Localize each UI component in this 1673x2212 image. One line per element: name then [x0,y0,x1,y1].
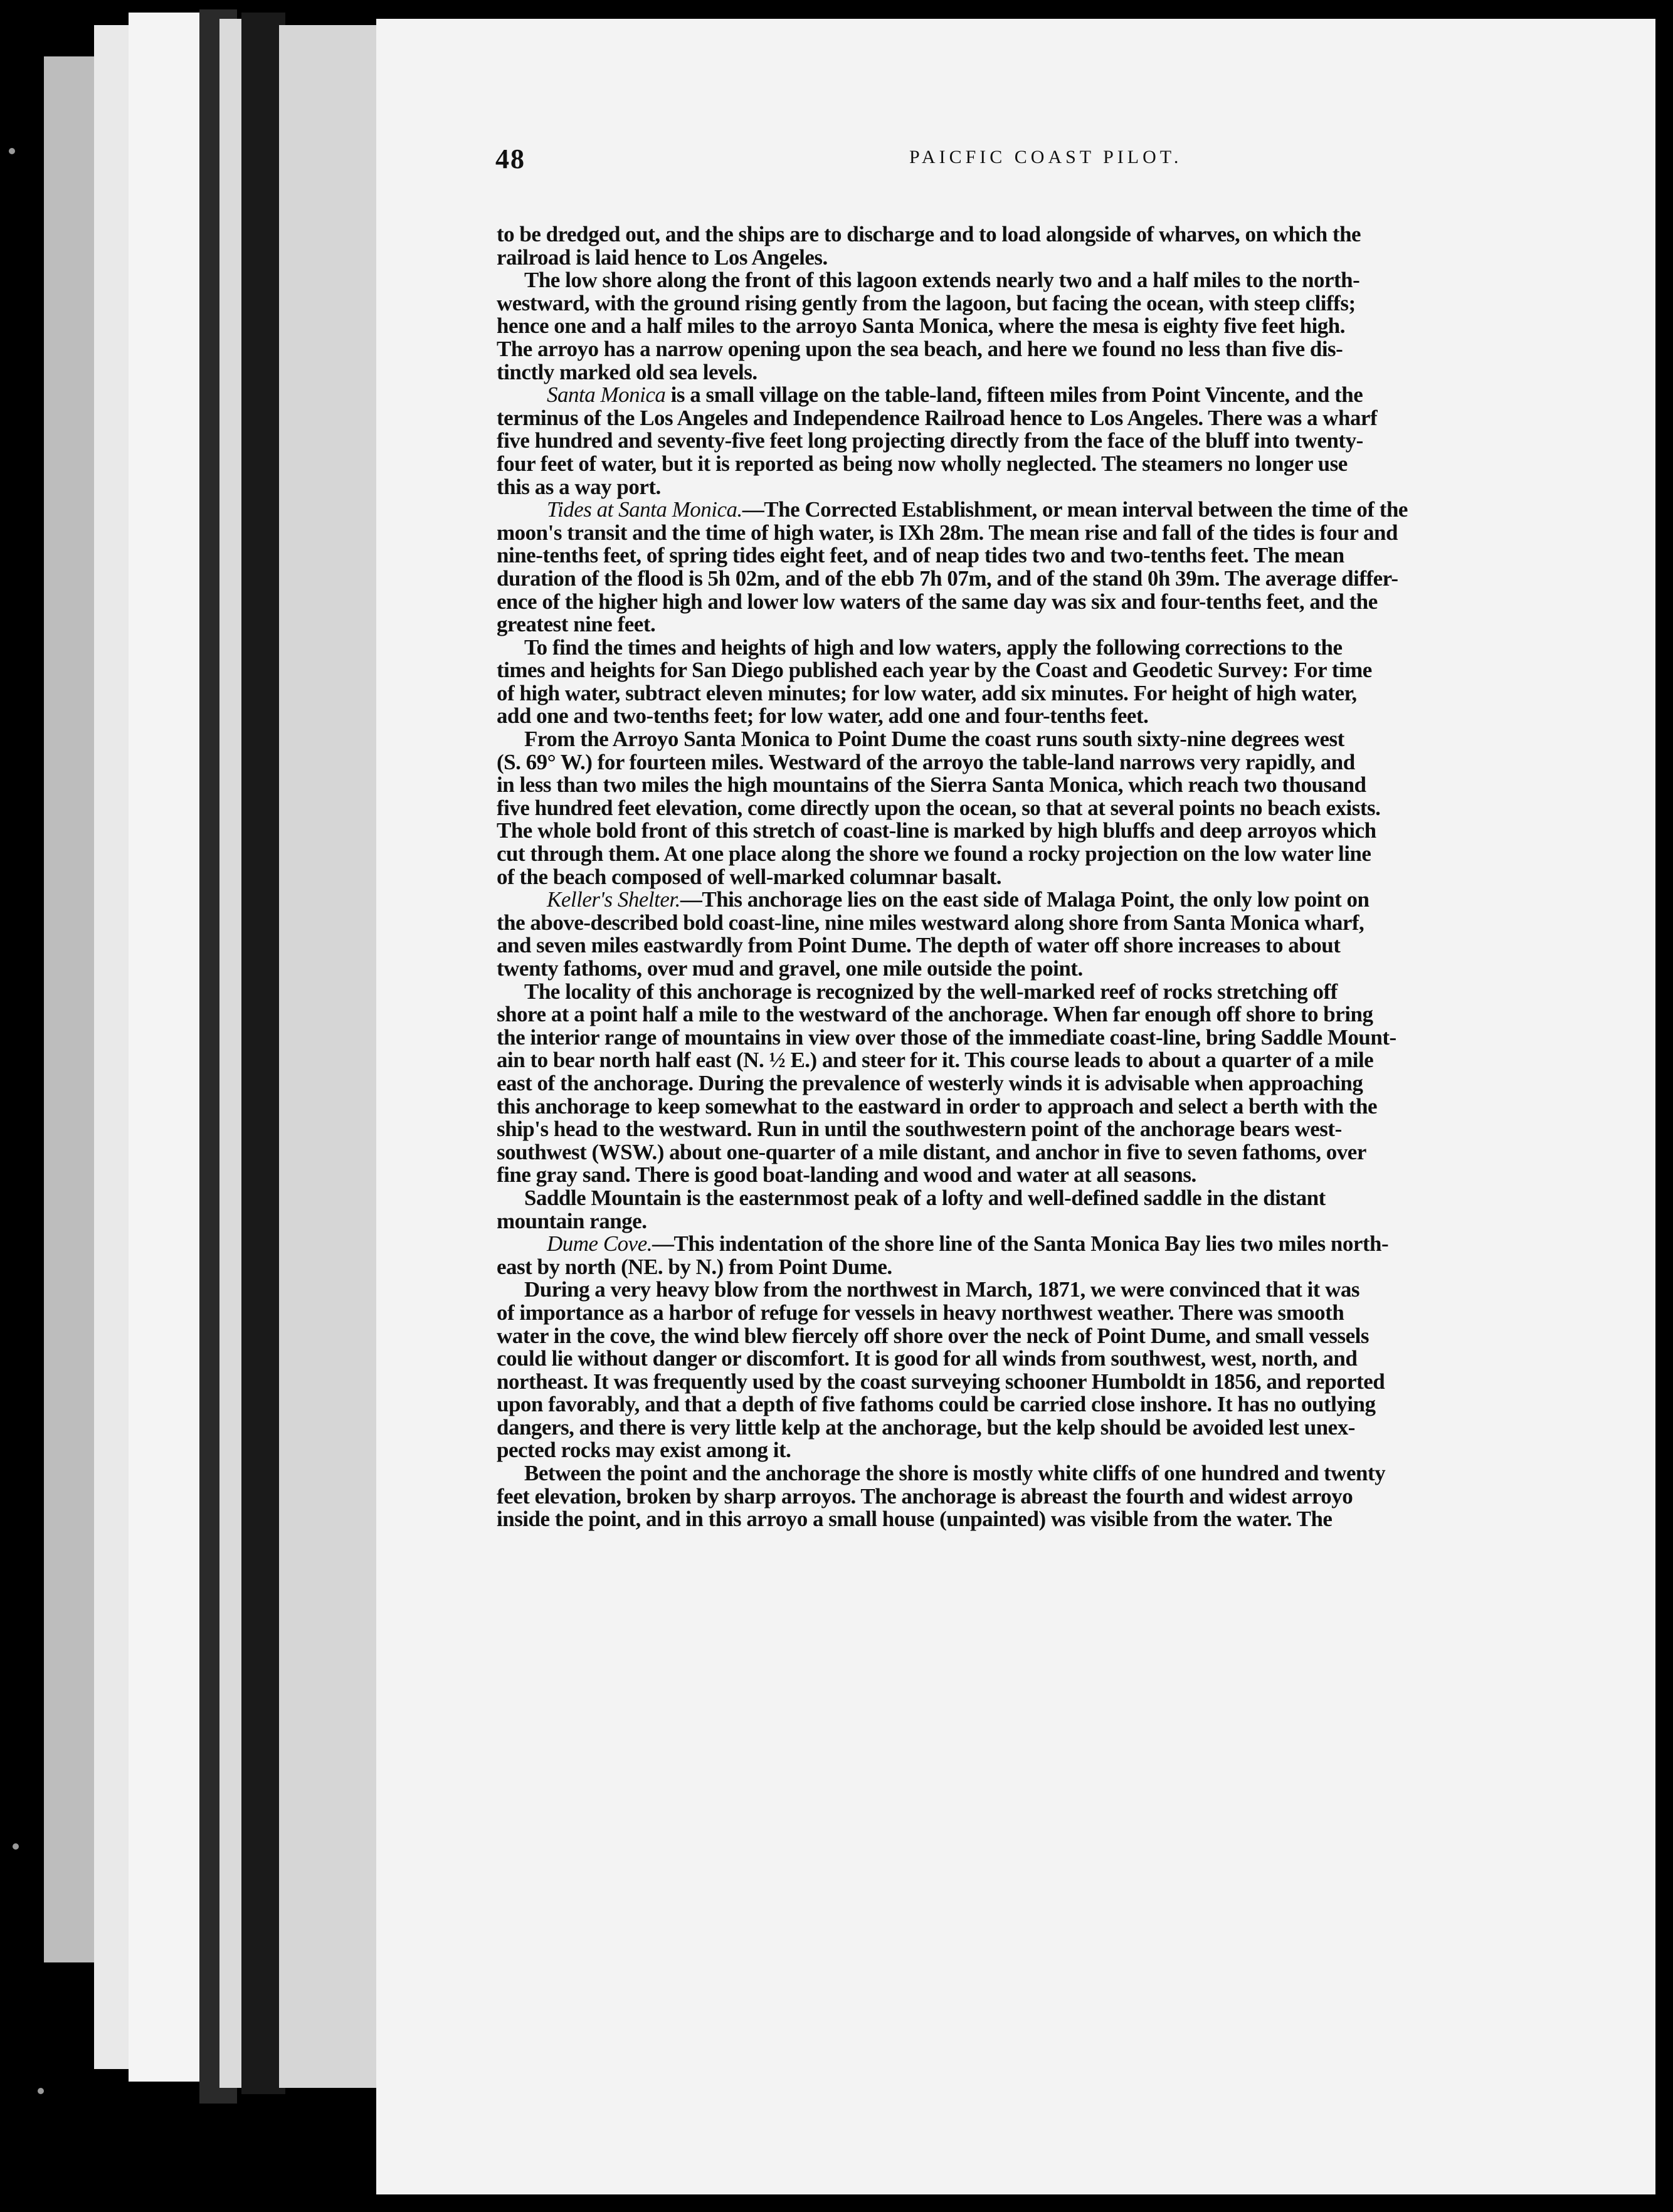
line-text: The locality of this anchorage is recognized by the well-marked reef of rocks stretching off [524,979,1338,1004]
line-text: to be dredged out, and the ships are to discharge and to load alongside of wharves, on which the [497,222,1361,246]
line-text: and seven miles eastwardly from Point Dume. The depth of water off shore increases to about [497,933,1341,958]
line-text: dangers, and there is very little kelp at the anchorage, but the kelp should be avoided lest unex- [497,1414,1355,1440]
text-line [497,912,1644,935]
text-line [497,1302,1644,1325]
line-text: duration of the flood is 5h 02m, and of the ebb 7h 07m, and of the stand 0h 39m. The average differ- [497,566,1398,591]
line-text: could lie without danger or discomfort. It is good for all winds from southwest, west, north, and [497,1346,1358,1371]
text-line [497,429,1644,453]
line-text: ence of the higher high and lower low waters of the same day was six and four-tenths feet, and the [497,589,1378,614]
line-text: The arroyo has a narrow opening upon the sea beach, and here we found no less than five dis- [497,336,1343,361]
text-line [497,1118,1644,1141]
paragraph-heading: Santa Monica [547,382,666,408]
line-text: hence one and a half miles to the arroyo Santa Monica, where the mesa is eighty five feet high. [497,313,1346,339]
text-line [497,613,1644,636]
text-line [497,223,1644,246]
dust-speck [38,2088,44,2094]
text-line [497,1371,1644,1394]
text-line [497,1049,1644,1072]
text-line [497,246,1644,270]
line-text: this as a way port. [497,474,661,499]
text-line [497,797,1644,820]
text-line [497,1095,1644,1119]
line-text: of importance as a harbor of refuge for vessels in heavy northwest weather. There was smooth [497,1300,1344,1325]
text-line [497,476,1644,499]
body-text [497,223,1644,1531]
line-text: westward, with the ground rising gently from the lagoon, but facing the ocean, with steep cliffs; [497,290,1356,315]
text-line [497,1462,1644,1485]
text-line [497,957,1644,981]
text-line [497,1256,1644,1279]
line-text: is a small village on the table-land, fifteen miles from Point Vincente, and the [665,382,1363,408]
line-text: Between the point and the anchorage the shore is mostly white cliffs of one hundred and twenty [524,1461,1386,1486]
text-line [497,544,1644,567]
text-line [497,728,1644,751]
text-line [497,1347,1644,1371]
line-text: Saddle Mountain is the easternmost peak of a lofty and well-defined saddle in the distant [524,1185,1326,1210]
line-text: During a very heavy blow from the northwest in March, 1871, we were convinced that it was [524,1277,1360,1302]
text-line [497,1164,1644,1187]
dust-speck [13,1843,19,1850]
line-text: The whole bold front of this stretch of coast-line is marked by high bluffs and deep arroyos which [497,818,1376,843]
line-text: To find the times and heights of high and low waters, apply the following corrections to the [524,635,1343,660]
line-text: —This anchorage lies on the east side of Malaga Point, the only low point on [680,887,1370,912]
line-text: feet elevation, broken by sharp arroyos. The anchorage is abreast the fourth and widest arroyo [497,1483,1353,1509]
text-line [497,819,1644,843]
line-text: the above-described bold coast-line, nine miles westward along shore from Santa Monica wharf, [497,910,1364,935]
text-line [497,682,1644,705]
line-text: nine-tenths feet, of spring tides eight feet, and of neap tides two and two-tenths feet. The mean [497,543,1344,568]
line-text: —The Corrected Establishment, or mean interval between the time of the [742,497,1408,522]
text-line [497,1003,1644,1026]
page-header [495,143,1530,187]
line-text: east of the anchorage. During the prevalence of westerly winds it is advisable when approaching [497,1070,1363,1095]
paragraph-heading: Dume Cove. [547,1231,653,1256]
text-line [497,1278,1644,1302]
line-text: shore at a point half a mile to the westward of the anchorage. When far enough off shore to bring [497,1002,1373,1027]
text-line [497,1439,1644,1462]
line-text: upon favorably, and that a depth of five fathoms could be carried close inshore. It has no outlying [497,1392,1376,1417]
text-line [497,315,1644,338]
text-line [497,705,1644,728]
line-text: of the beach composed of well-marked columnar basalt. [497,864,1002,889]
text-line [497,1026,1644,1050]
line-text: twenty fathoms, over mud and gravel, one mile outside the point. [497,956,1083,981]
text-line [497,981,1644,1004]
dust-speck [9,148,15,154]
text-line [497,934,1644,957]
text-line [497,453,1644,476]
text-line [497,1210,1644,1233]
line-text: (S. 69° W.) for fourteen miles. Westward of the arroyo the table-land narrows very rapidly, and [497,749,1355,774]
text-line [497,361,1644,384]
line-text: of high water, subtract eleven minutes; for low water, add six minutes. For height of high water, [497,680,1357,705]
line-text: five hundred feet elevation, come directly upon the ocean, so that at several points no beach exists. [497,795,1381,820]
text-line [497,774,1644,797]
line-text: five hundred and seventy-five feet long projecting directly from the face of the bluff into twenty- [497,428,1363,453]
paragraph-heading: Keller's Shelter. [547,887,680,912]
line-text: pected rocks may exist among it. [497,1438,791,1463]
line-text: add one and two-tenths feet; for low water, add one and four-tenths feet. [497,703,1149,729]
text-line [497,522,1644,545]
book-edge-strip [279,25,379,2088]
text-line [497,1508,1644,1531]
text-line [497,888,1644,912]
text-line [497,1393,1644,1416]
line-text: greatest nine feet. [497,612,656,637]
text-line [497,292,1644,315]
text-line [497,498,1644,522]
line-text: ain to bear north half east (N. ½ E.) and steer for it. This course leads to about a quarter of a mile [497,1048,1374,1073]
line-text: ship's head to the westward. Run in until the southwestern point of the anchorage bears west- [497,1117,1342,1142]
line-text: terminus of the Los Angeles and Independence Railroad hence to Los Angeles. There was a wharf [497,405,1378,430]
line-text: cut through them. At one place along the shore we found a rocky projection on the low water line [497,841,1371,866]
line-text: in less than two miles the high mountains of the Sierra Santa Monica, which reach two thousand [497,772,1366,798]
line-text: The low shore along the front of this lagoon extends nearly two and a half miles to the north- [524,268,1360,293]
line-text: water in the cove, the wind blew fiercely off shore over the neck of Point Dume, and small vessels [497,1323,1370,1348]
text-line [497,269,1644,292]
line-text: fine gray sand. There is good boat-landing and wood and water at all seasons. [497,1162,1196,1188]
running-title: PAICFIC COAST PILOT. [909,147,1183,167]
line-text: inside the point, and in this arroyo a small house (unpainted) was visible from the water. The [497,1507,1333,1532]
text-line [497,866,1644,889]
line-text: —This indentation of the shore line of the Santa Monica Bay lies two miles north- [652,1231,1389,1256]
text-line [497,1187,1644,1210]
text-line [497,1485,1644,1509]
line-text: times and heights for San Diego published each year by the Coast and Geodetic Survey: For time [497,658,1372,683]
line-text: four feet of water, but it is reported as being now wholly neglected. The steamers no longer use [497,451,1348,476]
line-text: mountain range. [497,1208,647,1233]
text-line [497,659,1644,682]
line-text: railroad is laid hence to Los Angeles. [497,245,828,270]
line-text: this anchorage to keep somewhat to the eastward in order to approach and select a berth with the [497,1093,1378,1119]
text-line [497,338,1644,361]
text-line [497,407,1644,430]
text-line [497,591,1644,614]
text-line [497,751,1644,774]
text-line [497,1141,1644,1164]
text-line [497,636,1644,660]
book-edge-strip [129,13,210,2082]
text-line [497,567,1644,591]
text-line [497,384,1644,407]
page-number: 48 [495,144,525,174]
text-line [497,1325,1644,1348]
line-text: the interior range of mountains in view over those of the immediate coast-line, bring Saddle Mount- [497,1024,1396,1050]
line-text: southwest (WSW.) about one-quarter of a mile distant, and anchor in five to seven fathoms, over [497,1139,1366,1164]
line-text: east by north (NE. by N.) from Point Dume. [497,1254,892,1279]
text-line [497,1233,1644,1256]
book-edge-strip [219,19,245,2088]
text-line [497,1416,1644,1440]
line-text: northeast. It was frequently used by the coast surveying schooner Humboldt in 1856, and reported [497,1369,1385,1394]
line-text: moon's transit and the time of high water, is IXh 28m. The mean rise and fall of the tides is four and [497,520,1398,545]
line-text: From the Arroyo Santa Monica to Point Dume the coast runs south sixty-nine degrees west [524,727,1344,752]
text-line [497,843,1644,866]
paragraph-heading: Tides at Santa Monica. [547,497,742,522]
text-line [497,1072,1644,1095]
line-text: tinctly marked old sea levels. [497,359,757,384]
